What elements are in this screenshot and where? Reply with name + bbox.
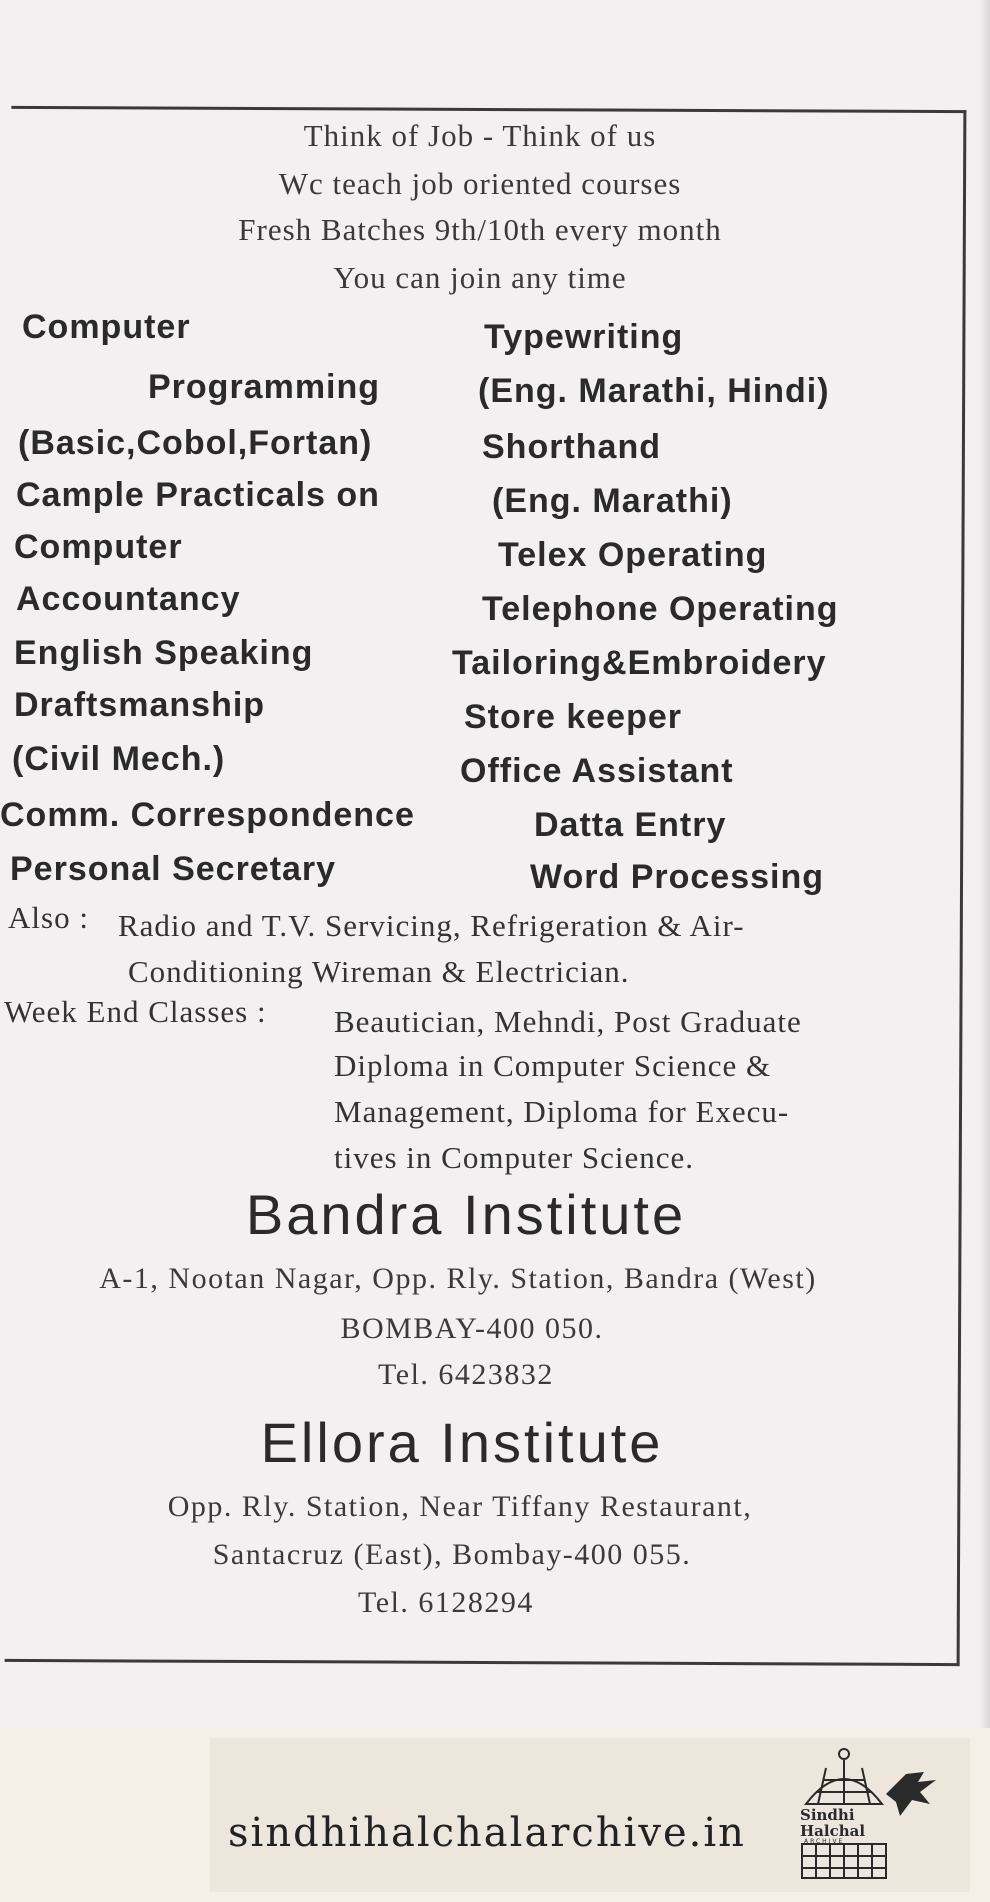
course-left-11: Personal Secretary — [10, 850, 337, 888]
course-right-8: Store keeper — [464, 698, 682, 736]
course-right-4: (Eng. Marathi) — [492, 482, 733, 520]
header-line-2: Wc teach job oriented courses — [278, 166, 682, 201]
course-left-1: Computer — [22, 308, 191, 346]
weekend-line-2: Diploma in Computer Science & — [334, 1048, 772, 1083]
weekend-line-4: tives in Computer Science. — [334, 1140, 695, 1175]
bandra-address-2: BOMBAY-400 050. — [340, 1312, 604, 1345]
page-edge-shadow — [980, 0, 990, 1728]
course-left-10: Comm. Correspondence — [0, 796, 415, 834]
bandra-institute-title: Bandra Institute — [245, 1183, 687, 1246]
course-left-8: Draftsmanship — [14, 686, 266, 724]
course-left-7: English Speaking — [14, 634, 314, 672]
course-right-10: Datta Entry — [534, 806, 727, 844]
archive-url-link[interactable]: sindhihalchalarchive.in — [228, 1810, 746, 1856]
course-right-6: Telephone Operating — [482, 590, 839, 628]
course-right-5: Telex Operating — [498, 536, 768, 574]
weekend-label: Week End Classes : — [4, 994, 267, 1029]
course-left-9: (Civil Mech.) — [12, 740, 226, 778]
logo-text-archive: ARCHIVE — [804, 1838, 845, 1845]
course-right-1: Typewriting — [484, 318, 684, 356]
header-line-3: Fresh Batches 9th/10th every month — [238, 212, 722, 247]
also-line-1: Radio and T.V. Servicing, Refrigeration & Air- — [118, 908, 745, 943]
ellora-address-2: Santacruz (East), Bombay-400 055. — [212, 1538, 692, 1571]
course-right-11: Word Processing — [530, 858, 824, 896]
course-right-2: (Eng. Marathi, Hindi) — [478, 372, 830, 410]
course-left-2: Programming — [148, 368, 381, 406]
ellora-institute-title: Ellora Institute — [260, 1411, 664, 1474]
course-left-5: Computer — [14, 528, 183, 566]
ellora-tel: Tel. 6128294 — [358, 1586, 534, 1619]
logo-text-sindhi: Sindhi — [800, 1806, 855, 1824]
header-line-1: Think of Job - Think of us — [303, 118, 657, 153]
course-left-6: Accountancy — [16, 580, 241, 618]
weekend-line-1: Beautician, Mehndi, Post Graduate — [334, 1004, 802, 1039]
weekend-line-3: Management, Diploma for Execu- — [334, 1094, 790, 1129]
bandra-tel: Tel. 6423832 — [378, 1358, 554, 1391]
course-left-3: (Basic,Cobol,Fortan) — [18, 424, 373, 462]
bandra-address-1: A-1, Nootan Nagar, Opp. Rly. Station, Bandra (West) — [99, 1262, 817, 1295]
course-right-9: Office Assistant — [460, 752, 734, 790]
course-right-3: Shorthand — [482, 428, 661, 466]
logo-text-halchal: Halchal — [800, 1822, 866, 1840]
logo-wordmark — [800, 1806, 865, 1845]
sindhi-halchal-archive-logo — [796, 1744, 946, 1884]
course-right-7: Tailoring&Embroidery — [452, 644, 827, 682]
header-line-4: You can join any time — [333, 260, 627, 295]
also-label: Also : — [8, 900, 89, 935]
course-left-4: Cample Practicals on — [16, 476, 380, 514]
ellora-address-1: Opp. Rly. Station, Near Tiffany Restaurant, — [167, 1490, 753, 1523]
also-line-2: Conditioning Wireman & Electrician. — [128, 954, 630, 989]
